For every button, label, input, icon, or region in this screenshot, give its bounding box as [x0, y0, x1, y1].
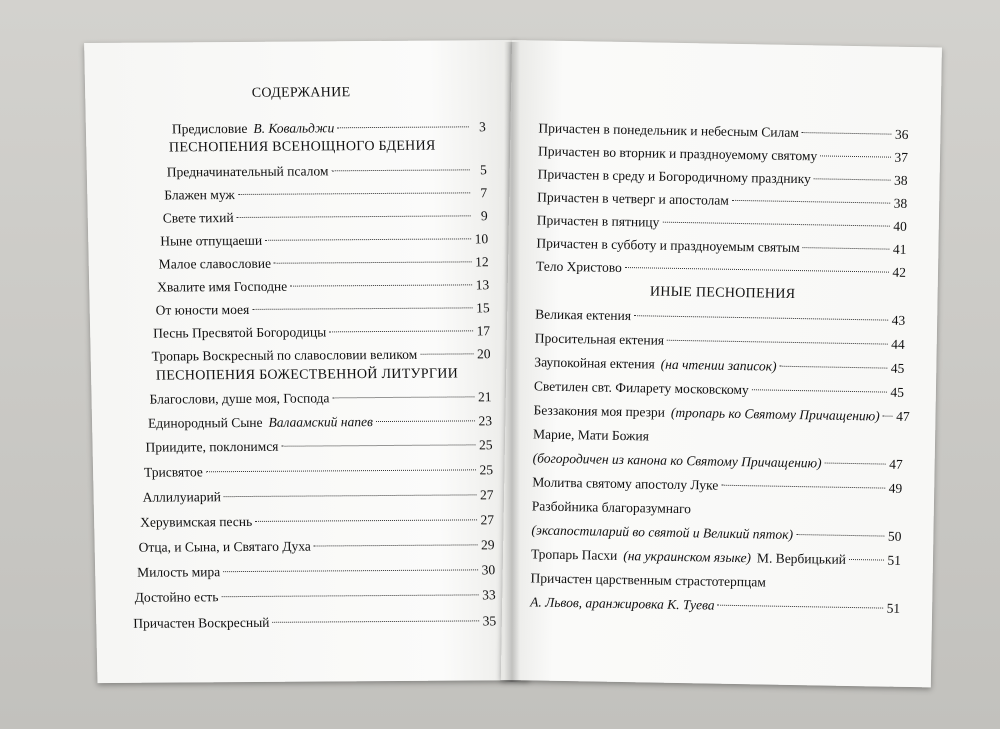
entry-page: 35 — [482, 613, 497, 629]
dot-leader — [625, 267, 889, 273]
entry-label: Причастен в четверг и апостолам — [537, 189, 730, 208]
toc-entry — [534, 352, 904, 378]
entry-label: Разбойника благоразумнаго — [531, 498, 692, 517]
entry-page: 44 — [891, 336, 905, 352]
entry-label: Предисловие — [171, 120, 248, 137]
section-heading-vigil: ПЕСНОПЕНИЯ ВСЕНОЩНОГО БДЕНИЯ — [168, 138, 436, 156]
toc-entry — [536, 233, 906, 259]
toc-entry — [145, 435, 492, 457]
entry-author: М. Вербицький — [756, 550, 847, 567]
dot-leader — [314, 544, 478, 546]
entry-page: 20 — [476, 346, 491, 362]
open-book — [60, 40, 960, 700]
entry-page: 45 — [890, 360, 905, 376]
entry-label: Заупокойная ектения — [534, 354, 655, 372]
entry-label: Молитва святому апостолу Луке — [532, 474, 719, 493]
entry-label: Единородный Сыне — [147, 414, 263, 431]
toc-entry — [134, 585, 495, 608]
entry-page: 36 — [894, 126, 909, 142]
dot-leader — [820, 155, 891, 157]
toc-entry — [151, 344, 490, 366]
entry-author: В. Ковальджи — [253, 120, 335, 136]
entry-page: 33 — [481, 587, 496, 603]
dot-leader — [376, 420, 475, 422]
entry-page: 25 — [478, 437, 493, 453]
entry-label: Малое славословие — [158, 255, 272, 272]
dot-leader — [420, 353, 473, 354]
entry-page: 47 — [896, 408, 910, 424]
toc-entry — [153, 321, 490, 343]
toc-entry-line1 — [533, 424, 903, 450]
toc-entry — [538, 118, 908, 144]
right-page — [501, 40, 942, 687]
entry-page: 41 — [892, 241, 907, 257]
entry-page: 30 — [481, 562, 496, 578]
toc-entry — [133, 611, 496, 634]
entry-page: 15 — [475, 300, 490, 316]
book-gutter — [504, 42, 520, 682]
section-heading-liturgy: ПЕСНОПЕНИЯ БОЖЕСТВЕННОЙ ЛИТУРГИИ — [155, 366, 459, 384]
entry-label: Светилен свт. Филарету московскому — [533, 378, 749, 398]
entry-label: Трисвятое — [143, 464, 203, 480]
entry-label: Причастен царственным страстотерпцам — [530, 570, 766, 590]
section-heading-other: ИНЫЕ ПЕСНОПЕНИЯ — [649, 284, 796, 302]
entry-label: Предначинательный псалом — [166, 163, 329, 180]
dot-leader — [814, 178, 891, 180]
dot-leader — [721, 485, 885, 489]
toc-entry — [532, 472, 902, 498]
dot-leader — [780, 366, 888, 369]
dot-leader — [238, 192, 470, 195]
dot-leader — [634, 315, 888, 320]
entry-page: 42 — [892, 264, 907, 280]
dot-leader — [337, 126, 469, 128]
entry-page: 5 — [479, 162, 487, 178]
toc-entry — [149, 387, 491, 409]
entry-label: Великая ектения — [535, 306, 632, 324]
toc-entry — [537, 187, 907, 213]
entry-label: Причастен в понедельник и небесным Силам — [538, 120, 799, 141]
entry-page: 13 — [475, 277, 490, 293]
dot-leader — [265, 238, 471, 240]
dot-leader — [255, 519, 477, 522]
entry-note: (эксапостиларий во святой и Великий пяток) — [531, 522, 794, 542]
entry-page: 40 — [893, 218, 907, 234]
entry-label: Тропарь Воскресный по славословии великом — [151, 346, 418, 364]
entry-page: 10 — [474, 231, 489, 247]
entry-page: 49 — [888, 480, 903, 496]
dot-leader — [849, 559, 884, 561]
entry-page: 43 — [891, 312, 906, 328]
entry-label: Ныне отпущаеши — [160, 232, 263, 249]
dot-leader — [252, 307, 472, 310]
toc-entry — [157, 275, 489, 297]
entry-page: 51 — [887, 552, 902, 568]
dot-leader — [802, 132, 892, 135]
dot-leader — [206, 469, 476, 472]
dot-leader — [718, 605, 884, 609]
toc-entry — [536, 256, 906, 282]
page-title: СОДЕРЖАНИЕ — [251, 85, 351, 101]
toc-entry — [142, 485, 493, 507]
entry-label: Аллилуиарий — [142, 489, 222, 505]
entry-page: 50 — [887, 528, 902, 544]
entry-note: (на украинском языке) — [623, 548, 752, 566]
entry-note: А. Львов, аранжировка К. Туева — [530, 594, 715, 613]
entry-page: 9 — [480, 208, 488, 224]
dot-leader — [732, 200, 890, 204]
dot-leader — [796, 534, 884, 537]
entry-label: Причастен в пятницу — [536, 212, 660, 230]
entry-page: 25 — [479, 462, 494, 478]
entry-page: 23 — [478, 413, 493, 429]
left-page — [84, 40, 529, 683]
dot-leader — [329, 330, 473, 332]
dot-leader — [274, 261, 472, 263]
dot-leader — [825, 463, 886, 465]
entry-page: 21 — [477, 389, 492, 405]
entry-label: Причастен в субботу и праздноуемым святым — [536, 235, 800, 256]
dot-leader — [883, 416, 893, 417]
entry-page: 51 — [886, 600, 901, 616]
entry-page: 38 — [893, 172, 908, 188]
toc-entry — [148, 411, 492, 433]
entry-label: Отца, и Сына, и Святаго Духа — [138, 538, 311, 555]
toc-entry — [140, 510, 494, 532]
dot-leader — [662, 222, 889, 227]
toc-entry-line2 — [533, 448, 903, 474]
dot-leader — [290, 284, 472, 286]
entry-label: Причастен во вторник и праздноуемому святому — [537, 143, 818, 164]
entry-page: 7 — [480, 185, 488, 201]
entry-label: Песнь Пресвятой Богородицы — [153, 324, 327, 341]
dot-leader — [272, 620, 479, 622]
entry-label: От юности моея — [155, 301, 250, 318]
entry-label: Свете тихий — [162, 210, 234, 226]
entry-page: 3 — [478, 119, 486, 135]
entry-label: Милость мира — [137, 564, 221, 580]
entry-page: 12 — [474, 254, 489, 270]
entry-label: Причастен в среду и Богородичному празднику — [537, 166, 811, 187]
dot-leader — [281, 444, 475, 446]
toc-entry-preface — [172, 117, 486, 139]
toc-entry — [163, 206, 488, 228]
entry-note: (тропарь ко Святому Причащению) — [670, 404, 880, 424]
entry-label: Просительная ектения — [534, 330, 665, 348]
toc-entry — [535, 328, 905, 354]
entry-page: 17 — [476, 323, 491, 339]
toc-entry — [137, 560, 495, 583]
toc-entry-line1 — [532, 496, 902, 522]
entry-label: Благослови, душе моя, Господа — [149, 390, 330, 407]
toc-entry — [533, 400, 910, 426]
entry-page: 27 — [479, 487, 494, 503]
toc-entry — [534, 376, 904, 402]
dot-leader — [331, 169, 469, 171]
entry-label: Беззакония моя презри — [533, 402, 666, 420]
entry-label: Блажен муж — [164, 186, 235, 203]
entry-page: 47 — [889, 456, 903, 472]
entry-label: Марие, Мати Божия — [532, 426, 650, 444]
dot-leader — [332, 396, 474, 398]
dot-leader — [237, 215, 471, 218]
dot-leader — [803, 247, 890, 250]
toc-entry — [138, 535, 494, 557]
toc-entry-line2 — [530, 592, 900, 618]
entry-label: Достойно есть — [134, 589, 219, 605]
entry-label: Херувимская песнь — [139, 513, 253, 530]
entry-label: Приидите, поклонимся — [145, 438, 279, 455]
toc-entry — [537, 210, 907, 236]
entry-page: 38 — [893, 195, 908, 211]
dot-leader — [752, 389, 887, 392]
toc-entry-line2 — [531, 520, 901, 546]
toc-entry — [144, 460, 493, 482]
entry-note: (на чтении записок) — [660, 356, 777, 374]
entry-note: (богородичен из канона ко Святому Причащению) — [532, 450, 822, 471]
toc-entry — [535, 304, 905, 330]
toc-entry-line1 — [530, 568, 900, 594]
entry-label: Причастен Воскресный — [133, 614, 270, 631]
entry-label: Тропарь Пасхи — [530, 546, 618, 563]
entry-note: Валаамский напев — [268, 414, 374, 430]
dot-leader — [224, 494, 477, 497]
dot-leader — [667, 340, 888, 345]
toc-entry — [159, 252, 489, 274]
entry-page: 27 — [480, 512, 495, 528]
toc-entry — [537, 164, 907, 190]
entry-label: Хвалите имя Господне — [157, 278, 288, 295]
dot-leader — [221, 594, 478, 597]
toc-entry — [538, 141, 908, 167]
entry-label: Тело Христово — [535, 258, 622, 275]
entry-page: 37 — [894, 149, 909, 165]
entry-page: 45 — [890, 384, 905, 400]
toc-entry — [531, 544, 901, 570]
toc-entry — [167, 160, 487, 182]
entry-page: 29 — [480, 537, 495, 553]
toc-entry — [155, 298, 489, 320]
dot-leader — [223, 569, 478, 572]
toc-entry — [160, 229, 488, 251]
toc-entry — [164, 183, 487, 205]
